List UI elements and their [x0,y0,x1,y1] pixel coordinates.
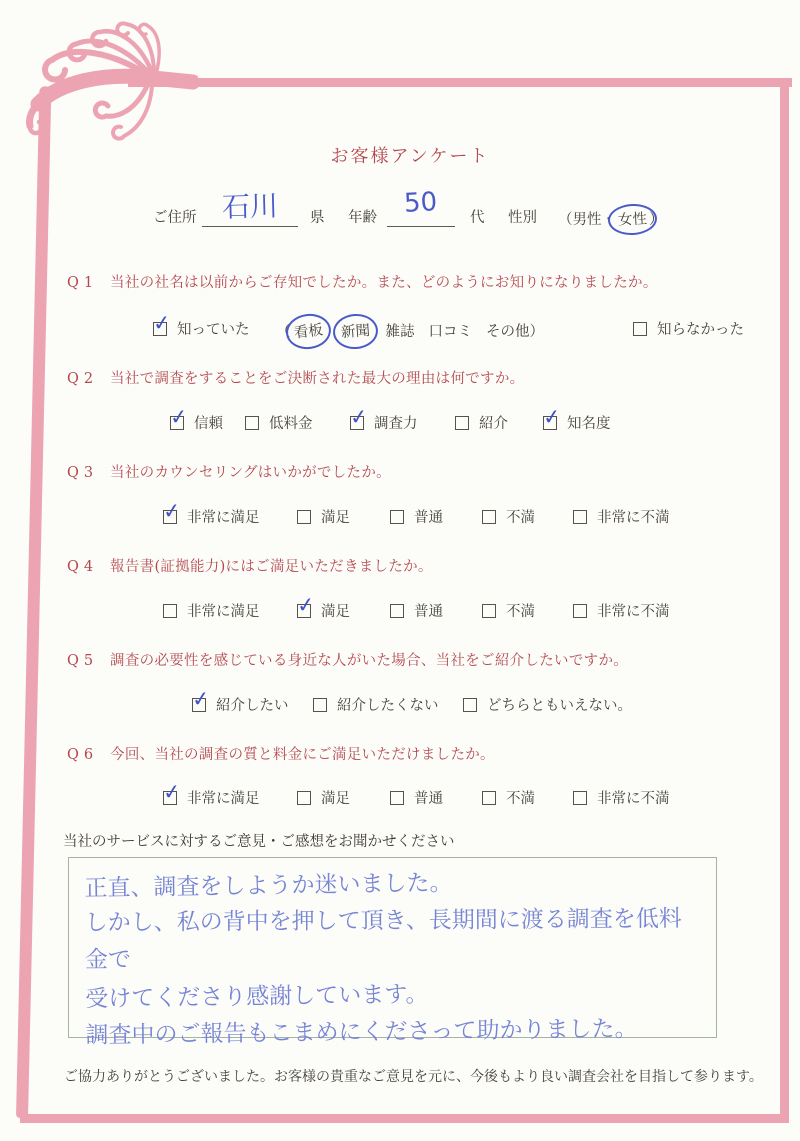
question-3-number: Q3 [67,465,99,481]
comments-box [68,857,717,1049]
checkbox [390,510,404,524]
checkbox [482,510,496,524]
option [245,412,313,433]
page-border-bottom [20,1114,789,1123]
source-kuchikomi: 口コミ [428,324,472,340]
checkbox [390,791,404,805]
option-label: 低料金 [269,416,313,432]
option-label: 知っていた [177,322,250,338]
gender-paren-close: ） [649,212,664,228]
option-label: 紹介したい [216,698,289,714]
question-2-number: Q2 [67,371,99,387]
option [573,600,670,621]
checkbox [390,604,404,618]
address-label: ご住所 [153,210,197,226]
age-label: 年齢 [348,210,377,226]
option [455,412,508,433]
question-4-number: Q4 [67,559,99,575]
option-label: 満足 [321,510,350,526]
age-field-line [387,226,455,227]
checkbox [633,322,647,336]
option-knew [153,318,250,339]
checkbox [350,416,364,430]
option-label: 非常に不満 [597,604,670,620]
source-sonota: その他 [486,324,530,340]
option-label: 満足 [321,604,350,620]
question-3-options [0,506,800,530]
option [192,694,289,715]
comments-handwritten-text [84,864,705,1053]
option [297,787,350,808]
option [163,600,260,621]
question-1-options [0,318,800,342]
option [297,506,350,527]
checkbox [573,510,587,524]
checkbox [163,510,177,524]
option [573,506,670,527]
question-2-text: 当社で調査をすることをご決断された最大の理由は何ですか。 [110,371,525,387]
option-label: 信頼 [194,416,223,432]
option [482,506,535,527]
checkbox [163,604,177,618]
option-label: 不満 [506,791,535,807]
question-6 [67,743,777,764]
option-label: 知名度 [567,416,611,432]
option-label: 知らなかった [657,322,744,338]
question-6-text: 今回、当社の調査の質と料金にご満足いただけましたか。 [110,747,495,763]
checkbox [482,791,496,805]
option [543,412,611,433]
checkbox [463,698,477,712]
option [482,600,535,621]
option [390,506,443,527]
question-2-options [0,412,800,436]
question-4-options [0,600,800,624]
comment-line: しかし、私の背中を押して頂き、長期間に渡る調査を低料金で [84,905,682,974]
gender-male-option: （男性 [558,212,602,228]
question-1 [67,271,777,292]
option-label: どちらともいえない。 [487,698,632,714]
gender-female-option-circled: 女性 [607,203,658,237]
paren-close: ） [529,324,544,340]
question-5 [67,649,777,670]
question-4-text: 報告書(証拠能力)にはご満足いただきましたか。 [110,559,433,575]
checkbox [192,698,206,712]
question-2 [67,367,777,388]
source-kanban: 看板 [284,311,333,351]
option-label: 満足 [321,791,350,807]
comment-line: 受けてくださり感謝しています。 [85,981,429,1013]
gender-options [558,206,664,231]
checkbox [313,698,327,712]
question-1-text: 当社の社名は以前からご存知でしたか。また、どのようにお知りになりましたか。 [110,275,658,291]
question-3-text: 当社のカウンセリングはいかがでしたか。 [110,465,391,481]
checkbox [297,791,311,805]
option-label: 非常に満足 [187,791,260,807]
paren-open: （ [276,324,291,340]
option-label: 非常に不満 [597,791,670,807]
question-5-options [0,694,800,718]
checkbox [455,416,469,430]
option [463,694,632,715]
flourish-ornament [8,14,198,154]
address-field-line [202,226,298,227]
question-1-number: Q1 [67,275,99,291]
gender-separator: ・ [601,212,616,228]
checkbox [245,416,259,430]
option-label: 普通 [414,604,443,620]
question-5-number: Q5 [67,653,99,669]
option [163,506,260,527]
question-4 [67,555,777,576]
option-label: 紹介 [479,416,508,432]
option-not-knew [633,318,744,339]
page-border-top [128,78,792,87]
prefecture-suffix: 県 [310,210,325,226]
option [297,600,350,621]
option [170,412,223,433]
option-label: 不満 [506,510,535,526]
option [163,787,260,808]
comments-label: 当社のサービスに対するご意見・ご感想をお聞かせください [63,834,455,850]
question-3 [67,461,777,482]
option [573,787,670,808]
source-options-group [276,318,545,343]
option-label: 調査力 [374,416,418,432]
question-5-text: 調査の必要性を感じている身近な人がいた場合、当社をご紹介したいですか。 [110,653,629,669]
question-6-number: Q6 [67,747,99,763]
comment-line: 正直、調査をしようか迷いました。 [84,870,453,902]
gender-label: 性別 [508,210,537,226]
option-label: 普通 [414,510,443,526]
footer-thank-you: ご協力ありがとうございました。お客様の貴重なご意見を元に、今後もより良い調査会社を目指して参ります。 [64,1069,763,1085]
checkbox [153,322,167,336]
option [313,694,439,715]
option [390,787,443,808]
option-label: 不満 [506,604,535,620]
address-handwritten-value: 石川 [221,189,279,224]
checkbox [573,791,587,805]
source-zasshi: 雑誌 [385,324,415,340]
age-suffix: 代 [470,210,485,226]
page-title: お客様アンケート [330,146,490,167]
comment-line: 調査中のご報告もこまめにくださって助かりました。 [85,1016,638,1049]
checkbox [163,791,177,805]
question-6-options [0,787,800,811]
checkbox [573,604,587,618]
respondent-info-row [0,187,800,238]
checkbox [297,510,311,524]
checkbox [543,416,557,430]
option-label: 紹介したくない [337,698,439,714]
option-label: 非常に満足 [187,510,260,526]
option-label: 非常に不満 [597,510,670,526]
option [390,600,443,621]
age-handwritten-value: 50 [403,187,438,219]
checkbox [482,604,496,618]
option-label: 非常に満足 [187,604,260,620]
checkbox [297,604,311,618]
source-shinbun: 新聞 [331,312,378,350]
checkbox [170,416,184,430]
option-label: 普通 [414,791,443,807]
option [350,412,418,433]
option [482,787,535,808]
